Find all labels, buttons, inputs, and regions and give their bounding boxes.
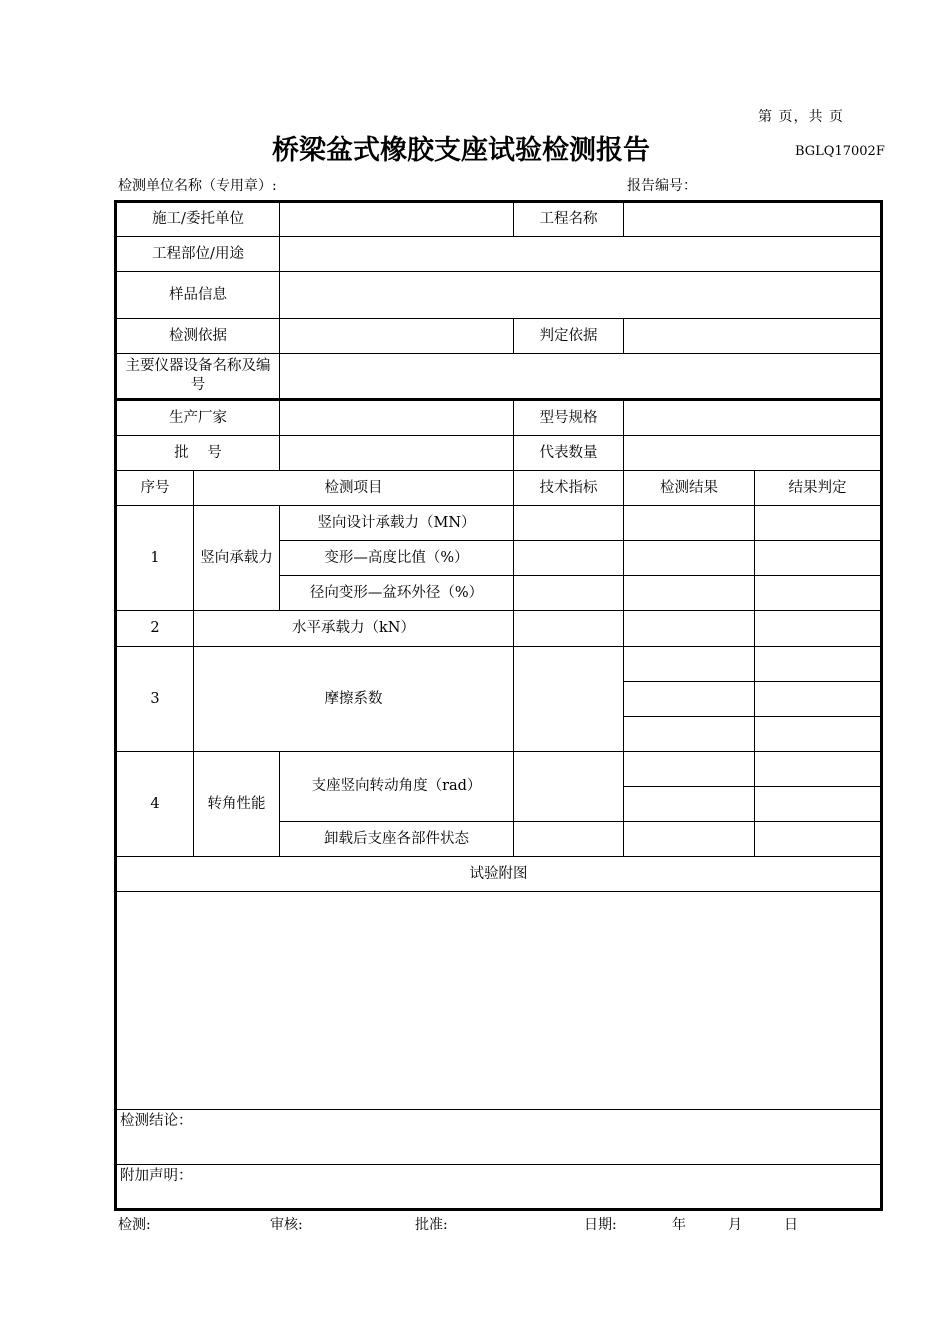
manufacturer-value[interactable] [280, 400, 514, 436]
item-2-spec[interactable] [514, 611, 624, 647]
item-4-sub-2-result[interactable] [624, 822, 755, 857]
judge-basis-value[interactable] [624, 319, 882, 354]
date-label: 日期: [584, 1217, 617, 1233]
location-value[interactable] [280, 237, 882, 272]
judge-basis-label: 判定依据 [514, 319, 624, 354]
item-4-sub-1: 支座竖向转动角度（rad） [280, 752, 514, 822]
item-2-judgement[interactable] [755, 611, 882, 647]
reviewer-label: 审核: [270, 1217, 303, 1233]
org-name-label: 检测单位名称（专用章）: [118, 178, 277, 194]
item-3-judgement-3[interactable] [755, 717, 882, 752]
item-1-sub-2: 变形—高度比值（%） [280, 541, 514, 576]
item-3-no: 3 [116, 647, 194, 752]
date-day: 日 [784, 1217, 798, 1233]
project-name-label: 工程名称 [514, 202, 624, 237]
approver-label: 批准: [415, 1217, 448, 1233]
item-4-sub-2: 卸载后支座各部件状态 [280, 822, 514, 857]
header-result: 检测结果 [624, 471, 755, 506]
item-4-sub-1-spec[interactable] [514, 752, 624, 822]
header-no: 序号 [116, 471, 194, 506]
item-4-sub-2-judgement[interactable] [755, 822, 882, 857]
sample-info-value[interactable] [280, 272, 882, 319]
item-2-result[interactable] [624, 611, 755, 647]
item-3-result-1[interactable] [624, 647, 755, 682]
item-1-sub-2-spec[interactable] [514, 541, 624, 576]
item-3-spec[interactable] [514, 647, 624, 752]
item-4-sub-1-result-1[interactable] [624, 752, 755, 787]
sample-info-label: 样品信息 [116, 272, 280, 319]
conclusion-field[interactable]: 检测结论： [116, 1110, 882, 1165]
item-1-sub-1-result[interactable] [624, 506, 755, 541]
item-3-result-3[interactable] [624, 717, 755, 752]
manufacturer-label: 生产厂家 [116, 400, 280, 436]
item-4-sub-1-judgement-2[interactable] [755, 787, 882, 822]
report-table [114, 200, 883, 1211]
item-3-judgement-1[interactable] [755, 647, 882, 682]
item-1-sub-3-result[interactable] [624, 576, 755, 611]
date-year: 年 [672, 1217, 686, 1233]
attachment-area[interactable] [116, 892, 882, 1110]
page-info: 第 页，共 页 [758, 109, 844, 125]
item-4-sub-1-judgement-1[interactable] [755, 752, 882, 787]
page-title: 桥梁盆式橡胶支座试验检测报告 [272, 135, 650, 166]
item-2-name: 水平承载力（kN） [194, 611, 514, 647]
item-4-sub-2-spec[interactable] [514, 822, 624, 857]
item-1-no: 1 [116, 506, 194, 611]
test-basis-label: 检测依据 [116, 319, 280, 354]
item-4-sub-1-result-2[interactable] [624, 787, 755, 822]
batch-value[interactable] [280, 436, 514, 471]
statement-field[interactable]: 附加声明： [116, 1165, 882, 1210]
attachment-label: 试验附图 [116, 857, 882, 892]
location-label: 工程部位/用途 [116, 237, 280, 272]
equipment-value[interactable] [280, 354, 882, 400]
item-1-sub-2-judgement[interactable] [755, 541, 882, 576]
item-1-sub-3: 径向变形—盆环外径（%） [280, 576, 514, 611]
model-value[interactable] [624, 400, 882, 436]
item-1-sub-1-judgement[interactable] [755, 506, 882, 541]
quantity-value[interactable] [624, 436, 882, 471]
header-item: 检测项目 [194, 471, 514, 506]
client-label: 施工/委托单位 [116, 202, 280, 237]
item-4-name: 转角性能 [194, 752, 280, 857]
report-number-label: 报告编号： [627, 178, 697, 194]
header-spec: 技术指标 [514, 471, 624, 506]
quantity-label: 代表数量 [514, 436, 624, 471]
project-name-value[interactable] [624, 202, 882, 237]
item-2-no: 2 [116, 611, 194, 647]
item-3-judgement-2[interactable] [755, 682, 882, 717]
item-1-sub-1-spec[interactable] [514, 506, 624, 541]
tester-label: 检测: [118, 1217, 151, 1233]
equipment-label: 主要仪器设备名称及编号 [116, 354, 280, 400]
client-value[interactable] [280, 202, 514, 237]
item-1-sub-1: 竖向设计承载力（MN） [280, 506, 514, 541]
item-1-sub-3-judgement[interactable] [755, 576, 882, 611]
item-1-name: 竖向承载力 [194, 506, 280, 611]
header-judgement: 结果判定 [755, 471, 882, 506]
item-4-no: 4 [116, 752, 194, 857]
item-1-sub-3-spec[interactable] [514, 576, 624, 611]
form-code: BGLQ17002F [795, 144, 885, 159]
batch-label: 批 号 [116, 436, 280, 471]
item-1-sub-2-result[interactable] [624, 541, 755, 576]
test-basis-value[interactable] [280, 319, 514, 354]
item-3-name: 摩擦系数 [194, 647, 514, 752]
date-month: 月 [728, 1217, 742, 1233]
model-label: 型号规格 [514, 400, 624, 436]
item-3-result-2[interactable] [624, 682, 755, 717]
